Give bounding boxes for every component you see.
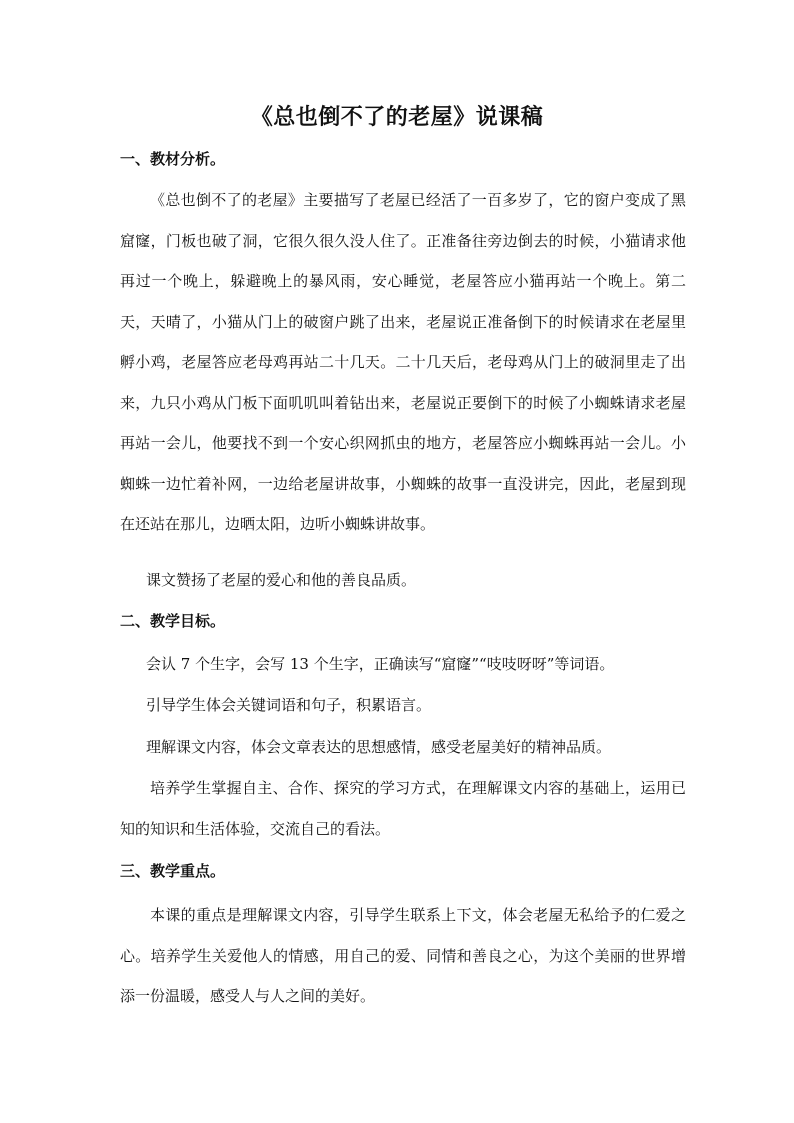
objective-item: 培养学生掌握自主、合作、探究的学习方式，在理解课文内容的基础上，运用已知的知识和生活体验，交流自己的看法。	[120, 779, 686, 838]
paragraph-story-summary: 《总也倒不了的老屋》主要描写了老屋已经活了一百多岁了，它的窗户变成了黑窟窿，门板也破了洞，它很久很久没人住了。正准备往旁边倒去的时候，小猫请求他再过一个晚上，躲避晚上的暴风雨，安心睡觉，老屋答应小猫再站一个晚上。第二天，天晴了，小猫从门上的破窗户跳了出来，老屋说正准备倒下的时候请求在老屋里孵小鸡，老屋答应老母鸡再站二十几天。二十几天后，老母鸡从门上的破洞里走了出来，九只小鸡从门板下面叽叽叫着钻出来，老屋说正要倒下的时候了小蜘蛛请求老屋再站一会儿，他要找不到一个安心织网抓虫的地方，老屋答应小蜘蛛再站一会儿。小蜘蛛一边忙着补网，一边给老屋讲故事，小蜘蛛的故事一直没讲完，因此，老屋到现在还站在那儿，边晒太阳，边听小蜘蛛讲故事。	[120, 191, 686, 533]
section-heading-teaching-objectives: 二、教学目标。	[120, 612, 226, 630]
objective-item: 理解课文内容，体会文章表达的思想感情，感受老屋美好的精神品质。	[146, 738, 612, 756]
document-title: 《总也倒不了的老屋》说课稿	[250, 104, 544, 130]
objective-item: 引导学生体会关键词语和句子，积累语言。	[146, 696, 432, 714]
section-heading-teaching-focus: 三、教学重点。	[120, 862, 226, 880]
paragraph-praise: 课文赞扬了老屋的爱心和他的善良品质。	[146, 571, 417, 589]
objective-item: 会认 7 个生字，会写 13 个生字，正确读写“窟窿”“吱吱呀呀”等词语。	[146, 655, 615, 673]
section-heading-teaching-material-analysis: 一、教材分析。	[120, 150, 226, 168]
paragraph-teaching-focus: 本课的重点是理解课文内容，引导学生联系上下文，体会老屋无私给予的仁爱之心。培养学生关爱他人的情感，用自己的爱、同情和善良之心，为这个美丽的世界增添一份温暖，感受人与人之间的美好。	[120, 906, 686, 1005]
